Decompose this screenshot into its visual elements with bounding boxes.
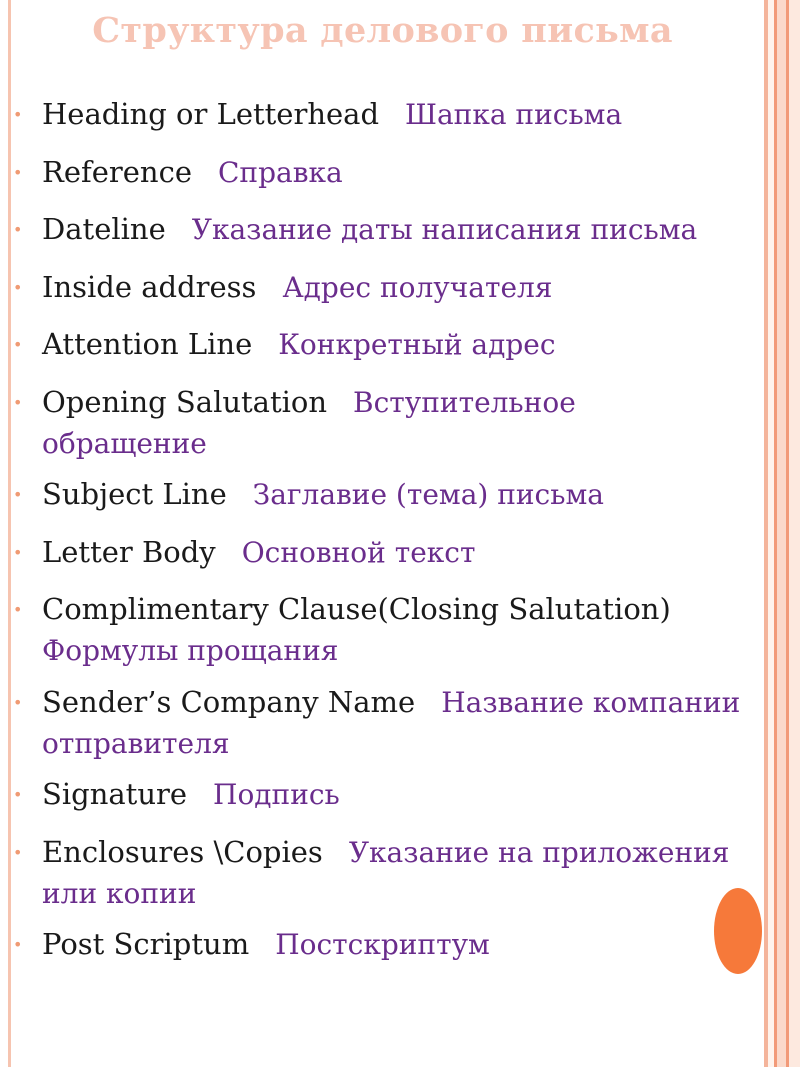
- item-russian-translation: Справка: [218, 155, 343, 189]
- item-russian-translation-continued: Формулы прощания: [42, 634, 339, 667]
- bullet-icon: •: [13, 542, 23, 562]
- bullet-icon: •: [13, 220, 23, 239]
- list-item-complimentary-clause: [0, 589, 800, 670]
- item-russian-translation: Шапка письма: [405, 98, 623, 131]
- list-item-sender-company: [0, 682, 800, 763]
- item-russian-translation: Постскриптум: [275, 928, 490, 961]
- item-english-term: Letter Body: [42, 534, 216, 569]
- bullet-icon: •: [13, 842, 23, 862]
- bullet-icon: •: [13, 105, 23, 124]
- item-russian-translation: Указание на приложения: [348, 835, 730, 869]
- list-item-inside-address: [0, 267, 800, 313]
- item-english-term: Attention Line: [42, 327, 253, 361]
- bullet-icon: •: [13, 277, 23, 297]
- item-english-term: Enclosures \Copies: [42, 834, 323, 869]
- list-item-dateline: [0, 209, 800, 255]
- item-russian-translation: Указание даты написания письма: [191, 213, 698, 246]
- item-russian-translation: Заглавие (тема) письма: [252, 478, 604, 511]
- bullet-icon: •: [13, 935, 23, 954]
- item-english-term: Dateline: [42, 212, 166, 246]
- list-item-reference: [0, 152, 800, 198]
- item-english-term: Heading or Letterhead: [42, 97, 380, 131]
- item-english-term: Inside address: [42, 269, 257, 304]
- item-russian-translation: Конкретный адрес: [278, 328, 556, 361]
- list-item-heading: [0, 94, 800, 140]
- item-english-term: Subject Line: [42, 477, 227, 511]
- slide-title: Структура делового письма: [92, 10, 673, 51]
- bullet-icon: •: [13, 335, 23, 354]
- item-english-term: Post Scriptum: [42, 927, 250, 961]
- list-item-subject-line: [0, 474, 800, 520]
- bullet-icon: •: [13, 600, 23, 619]
- item-english-term: Sender’s Company Name: [42, 684, 416, 719]
- list-item-post-scriptum: [0, 924, 800, 970]
- decorative-orange-oval: [714, 888, 762, 974]
- item-russian-translation: Адрес получателя: [282, 270, 553, 304]
- item-russian-translation: Основной текст: [241, 535, 476, 569]
- bullet-icon: •: [13, 485, 23, 504]
- bullet-icon: •: [13, 692, 23, 712]
- list-item-enclosures: [0, 832, 800, 913]
- list-item-attention-line: [0, 324, 800, 370]
- item-english-term: Signature: [42, 777, 188, 811]
- bullet-icon: •: [13, 785, 23, 804]
- item-english-term: Reference: [42, 154, 192, 189]
- item-russian-translation-continued: или копии: [42, 876, 197, 910]
- item-russian-translation: Вступительное: [353, 385, 576, 419]
- item-english-term: Opening Salutation: [42, 384, 328, 419]
- list-item-signature: [0, 774, 800, 820]
- letter-structure-list: [0, 94, 800, 982]
- item-russian-translation: Название компании: [441, 685, 741, 719]
- item-russian-translation-continued: обращение: [42, 426, 207, 460]
- list-item-opening-salutation: [0, 382, 800, 463]
- list-item-letter-body: [0, 532, 800, 578]
- item-english-term: Complimentary Clause(Closing Salutation): [42, 592, 671, 626]
- item-russian-translation: Подпись: [213, 778, 340, 811]
- item-russian-translation-continued: отправителя: [42, 726, 230, 760]
- bullet-icon: •: [13, 392, 23, 412]
- bullet-icon: •: [13, 162, 23, 182]
